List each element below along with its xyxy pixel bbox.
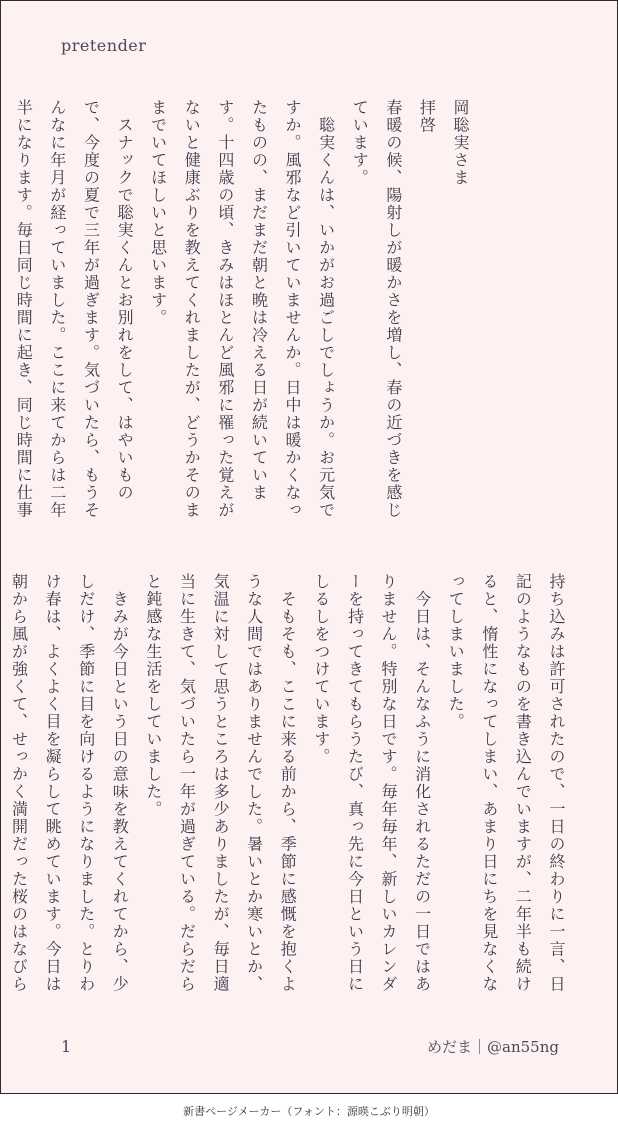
letter-greeting: 拝啓 xyxy=(417,99,437,134)
paragraph: 聡実くんは、いかがお過ごしでしょうか。お元気ですか。風邪など引いていませんか。日中は暖かくなったものの、まだまだ朝と晩は冷える日が続いています。十四歳の頃、きみはほとんど風邪に罹った覚えがないと健康ぶりを教えてくれましたが、どうかそのままでいてほしいと思います。 xyxy=(148,99,336,519)
paragraph: 持ち込みは許可されたので、一日の終わりに一言、日記のようなものを書き込んでいますが、二年半も続けると、惰性になってしまい、あまり日にちを見なくなってしまいました。 xyxy=(446,573,566,993)
paragraph: 春暖の候、陽射しが暖かさを増し、春の近づきを感じています。 xyxy=(350,99,403,519)
paragraph: きみが今日という日の意味を教えてくれてから、少しだけ、季節に目を向けるようになりました。とりわけ春は、よくよく目を凝らして眺めています。今日は朝から風が強くて、せっかく満開だった桜のはなびら xyxy=(9,573,130,993)
generator-credit: 新書ページメーカー（フォント：源暎こぶり明朝） xyxy=(183,1105,435,1118)
paragraph: スナックで聡実くんとお別れをして、はやいもので、今度の夏で三年が過ぎます。気づいたら、もうそんなに年月が経っていました。ここに来てからは二年半になります。毎日同じ時間に起き、同じ時間に仕事 xyxy=(14,99,135,519)
text-block-upper xyxy=(14,99,477,529)
page-number: 1 xyxy=(61,1037,72,1056)
page-header-title: pretender xyxy=(61,36,147,55)
text-block-lower xyxy=(9,573,573,1003)
paragraph: そもそも、ここに来る前から、季節に感慨を抱くような人間ではありませんでした。暑いとか寒いとか、気温に対して思うところは多少ありましたが、毎日適当に生きて、気づいたら一年が過ぎている。だらだらと鈍感な生活をしていました。 xyxy=(143,573,298,993)
paragraph: 今日は、そんなふうに消化されるただの一日ではありません。特別な日です。毎年毎年、新しいカレンダーを持ってきてもらうたび、真っ先に今日という日にしるしをつけています。 xyxy=(311,573,432,993)
author-credit: めだま｜@an55ng xyxy=(427,1038,559,1056)
letter-addressee: 岡聡実さま xyxy=(451,99,470,187)
